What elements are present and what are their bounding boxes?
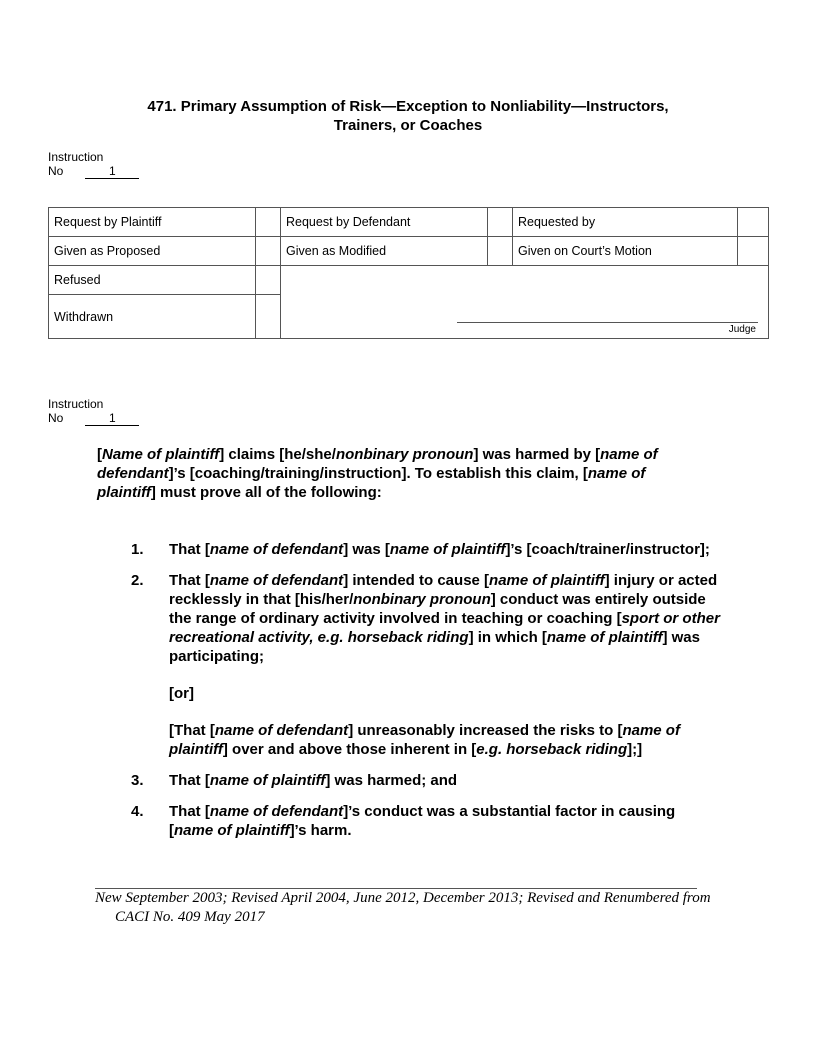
- judge-signature-line[interactable]: [457, 322, 758, 323]
- placeholder-text: sport or other recreational activity, e.g. horseback riding: [169, 610, 720, 646]
- instruction-disposition-table: [48, 207, 769, 339]
- text-run: ] was [: [343, 541, 390, 558]
- title-line-2: Trainers, or Coaches: [333, 117, 483, 134]
- text-run: ]’s harm.: [289, 822, 352, 839]
- requested-by-label: Requested by: [513, 208, 738, 237]
- elements-list: [131, 540, 721, 852]
- item-number: 3.: [131, 772, 144, 789]
- placeholder-text: nonbinary pronoun: [353, 591, 491, 608]
- text-run: ] must prove all of the following:: [150, 484, 382, 501]
- instruction-number: 1: [85, 412, 139, 426]
- instruction-number-block-bottom: [48, 397, 139, 426]
- title-line-1: 471. Primary Assumption of Risk—Exception to Nonliability—Instructors,: [147, 98, 669, 115]
- placeholder-text: e.g. horseback riding: [476, 741, 628, 758]
- placeholder-text: name of plaintiff: [389, 541, 506, 558]
- list-item: [131, 771, 721, 790]
- text-run: ] over and above those inherent in [: [222, 741, 477, 758]
- text-run: That [: [169, 541, 210, 558]
- placeholder-text: name of plaintiff: [546, 629, 663, 646]
- revision-history-text: New September 2003; Revised April 2004, June 2012, December 2013; Revised and Renumbered from CACI No. 409 May 2017: [95, 890, 711, 925]
- instruction-label: Instruction: [48, 150, 104, 164]
- request-by-plaintiff-checkbox[interactable]: [256, 208, 281, 237]
- text-run: ] conduct was entirely outside the range of ordinary activity involved in teaching or coaching [: [169, 591, 706, 627]
- placeholder-text: name of plaintiff: [97, 465, 646, 501]
- revision-history-note: [95, 889, 715, 927]
- list-item: [131, 540, 721, 559]
- page-title: [0, 97, 816, 135]
- text-run: [: [97, 446, 102, 463]
- text-run: That [: [169, 572, 210, 589]
- request-by-defendant-label: Request by Defendant: [281, 208, 488, 237]
- instruction-label: Instruction: [48, 397, 104, 411]
- text-run: ]’s [coaching/training/instruction]. To establish this claim, [: [168, 465, 588, 482]
- request-by-plaintiff-label: Request by Plaintiff: [49, 208, 256, 237]
- list-item: [131, 571, 721, 759]
- text-run: ] was participating;: [169, 629, 700, 665]
- text-run: That [: [169, 803, 210, 820]
- text-run: ] was harmed; and: [325, 772, 458, 789]
- given-as-proposed-label: Given as Proposed: [49, 237, 256, 266]
- placeholder-text: name of plaintiff: [489, 572, 605, 589]
- instruction-intro-paragraph: [97, 445, 697, 502]
- text-run: ] claims [he/she/: [219, 446, 336, 463]
- judge-signature-area: [281, 266, 769, 339]
- item-number: 1.: [131, 541, 144, 558]
- refused-label: Refused: [49, 266, 256, 295]
- text-run: ] unreasonably increased the risks to [: [348, 722, 623, 739]
- refused-checkbox[interactable]: [256, 266, 281, 295]
- text-run: ]’s [coach/trainer/instructor];: [505, 541, 710, 558]
- request-by-defendant-checkbox[interactable]: [488, 208, 513, 237]
- placeholder-text: name of plaintiff: [174, 822, 290, 839]
- placeholder-text: name of plaintiff: [169, 722, 680, 758]
- text-run: [That [: [169, 722, 215, 739]
- given-as-modified-checkbox[interactable]: [488, 237, 513, 266]
- no-label: No: [48, 164, 64, 178]
- text-run: ];]: [627, 741, 643, 758]
- given-on-courts-motion-label: Given on Court’s Motion: [513, 237, 738, 266]
- judge-label: Judge: [728, 324, 756, 335]
- text-run: ] was harmed by [: [473, 446, 601, 463]
- withdrawn-label: Withdrawn: [49, 295, 256, 339]
- placeholder-text: nonbinary pronoun: [335, 446, 474, 463]
- text-run: ] intended to cause [: [343, 572, 490, 589]
- placeholder-text: Name of plaintiff: [102, 446, 220, 463]
- placeholder-text: name of defendant: [214, 722, 349, 739]
- placeholder-text: name of defendant: [209, 572, 344, 589]
- text-run: That [: [169, 772, 210, 789]
- instruction-number-block-top: [48, 150, 139, 179]
- requested-by-checkbox[interactable]: [738, 208, 769, 237]
- given-as-proposed-checkbox[interactable]: [256, 237, 281, 266]
- withdrawn-checkbox[interactable]: [256, 295, 281, 339]
- placeholder-text: name of defendant: [209, 803, 344, 820]
- text-run: ] in which [: [468, 629, 547, 646]
- list-item: [131, 802, 721, 840]
- instruction-number: 1: [85, 165, 139, 179]
- text-run: ] injury or acted recklessly in that [his/her/: [169, 572, 718, 608]
- placeholder-text: name of defendant: [97, 446, 658, 482]
- placeholder-text: name of defendant: [209, 541, 344, 558]
- placeholder-text: name of plaintiff: [209, 772, 326, 789]
- given-on-courts-motion-checkbox[interactable]: [738, 237, 769, 266]
- item-number: 4.: [131, 803, 144, 820]
- no-label: No: [48, 411, 64, 425]
- item-number: 2.: [131, 572, 144, 589]
- or-connector: [or]: [169, 685, 194, 702]
- text-run: ]’s conduct was a substantial factor in causing [: [169, 803, 676, 839]
- given-as-modified-label: Given as Modified: [281, 237, 488, 266]
